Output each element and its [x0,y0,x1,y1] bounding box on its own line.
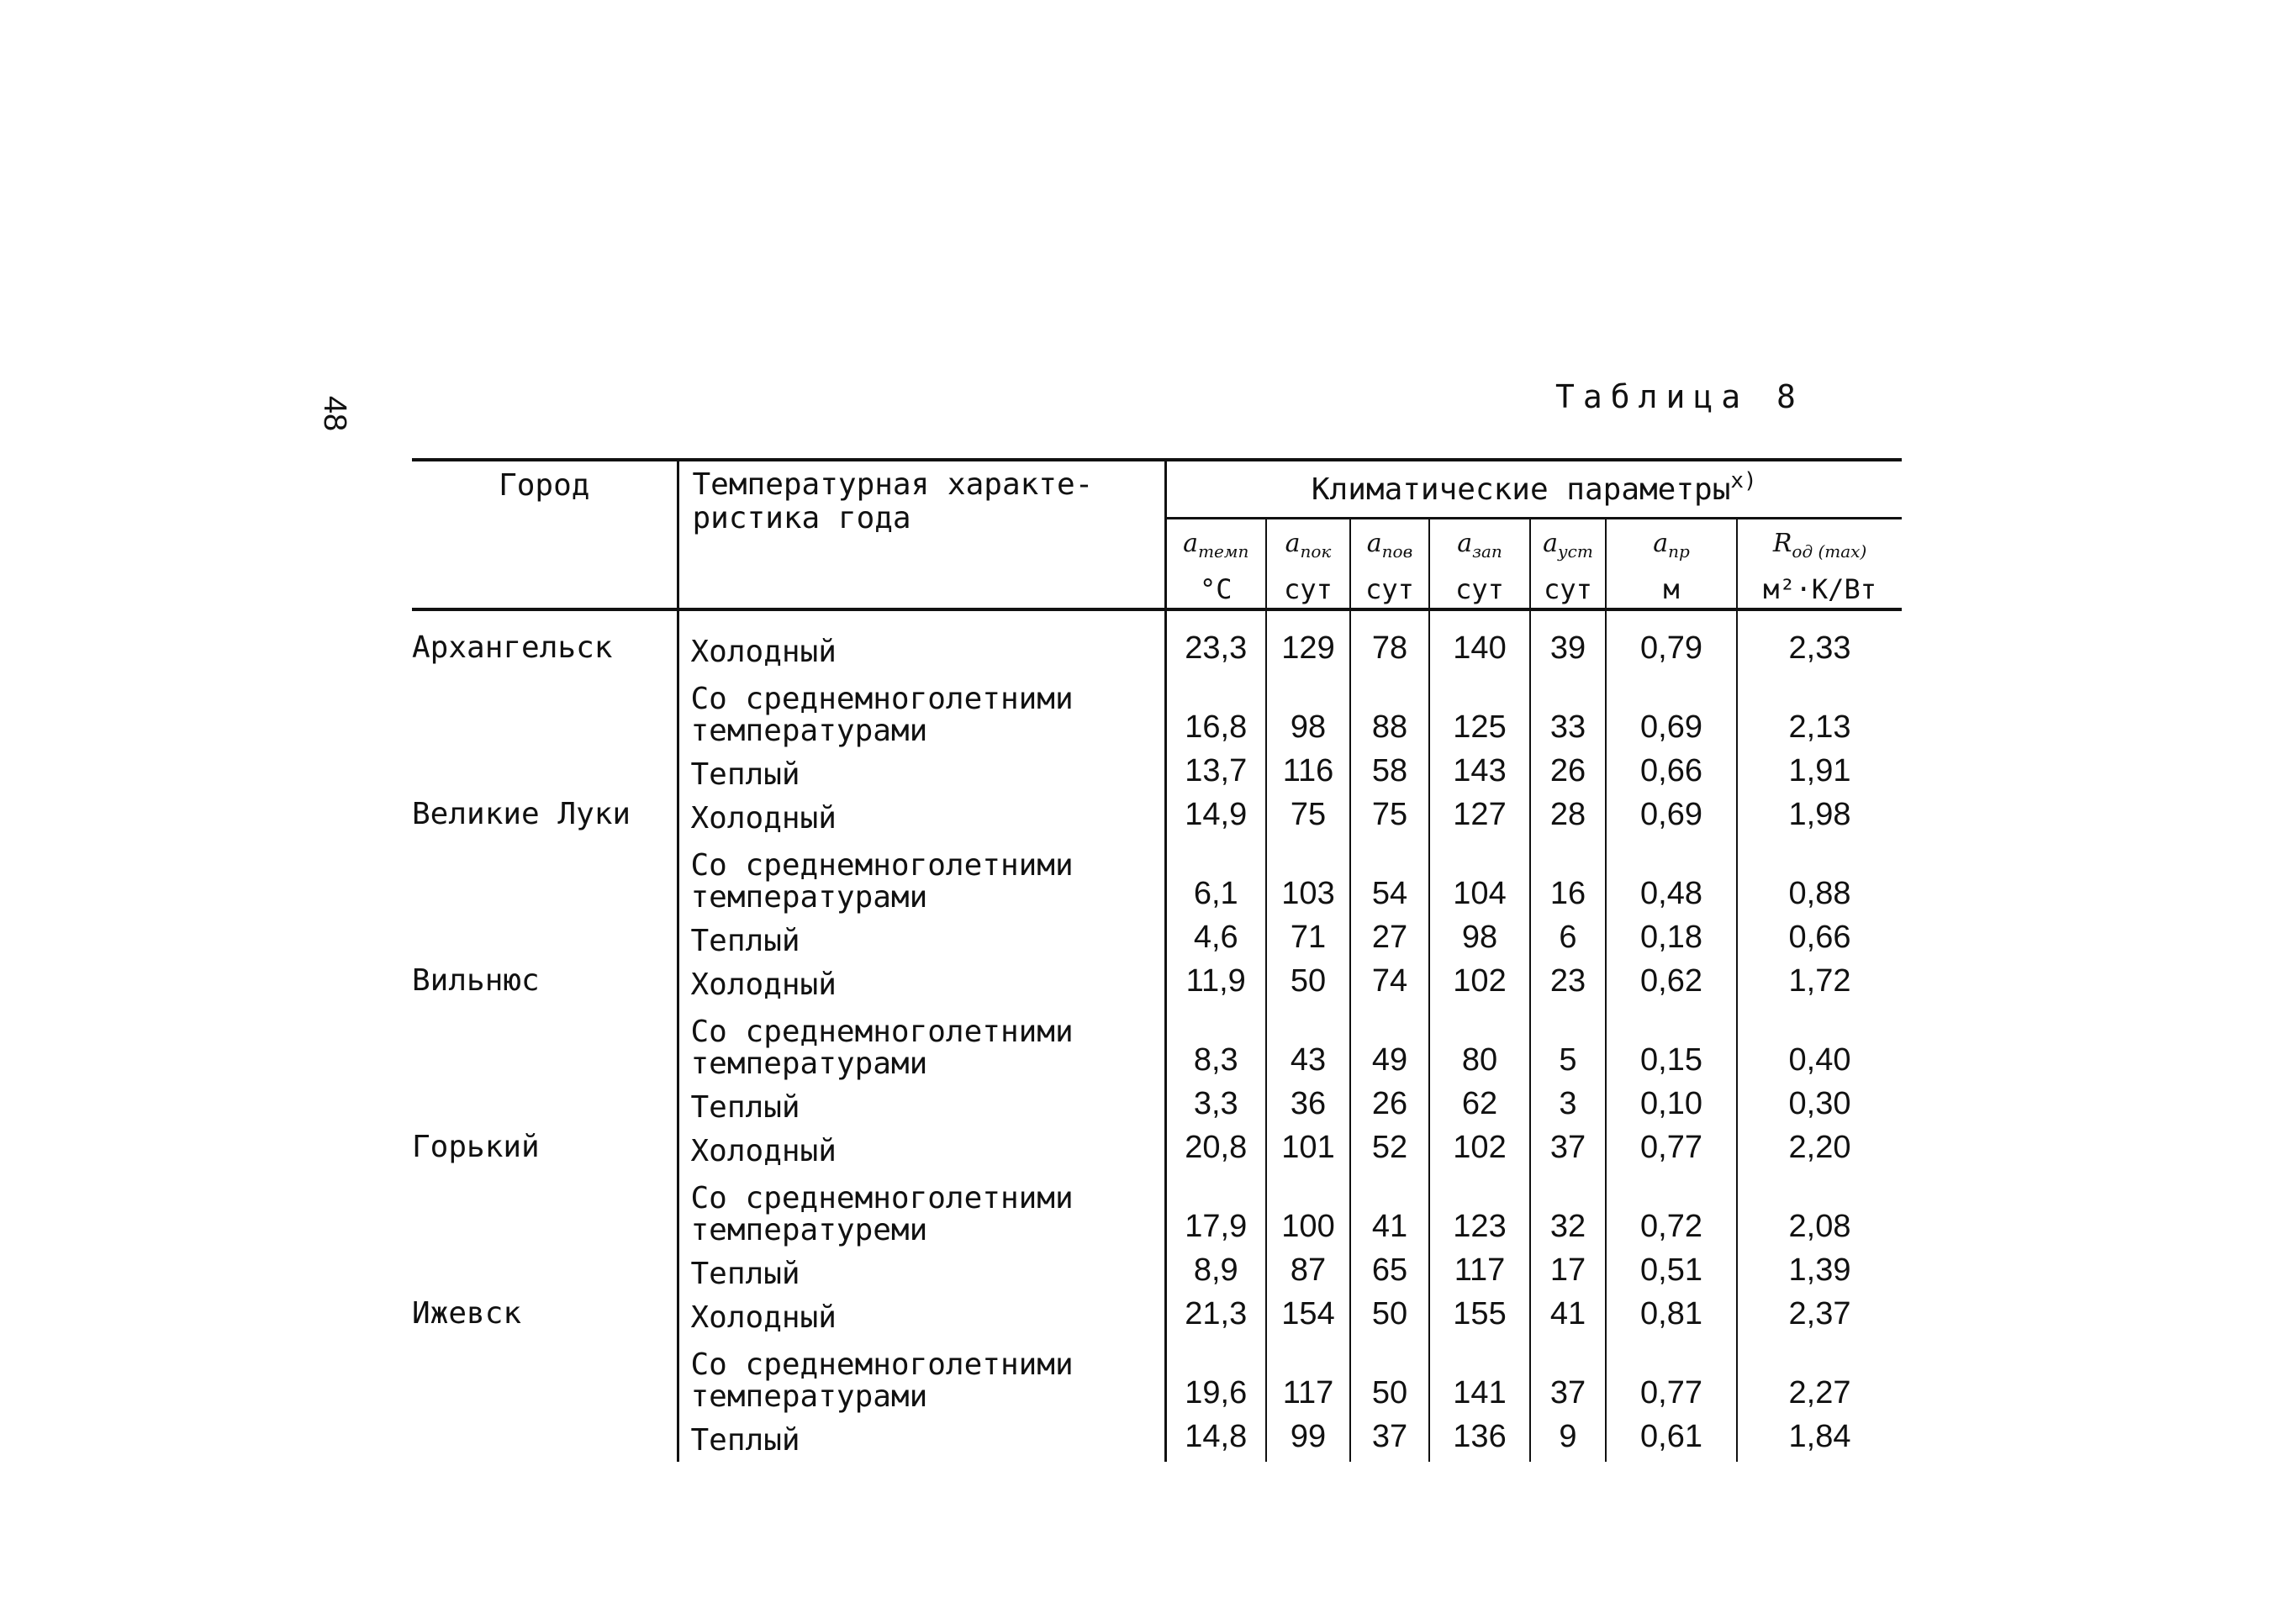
cell-value: 116 [1266,747,1350,791]
table-caption: Таблица 8 [1555,378,1804,415]
cell-value: 6 [1530,914,1606,957]
cell-value: 1,98 [1788,797,1851,832]
cell-value: 5 [1530,1001,1606,1080]
cell-value: 136 [1429,1413,1530,1462]
cell-value: 99 [1266,1413,1350,1462]
param-unit: °C [1199,573,1233,605]
cell-year-type: Теплый [678,1247,1165,1290]
cell-year-type: Со среднемноголетними температурами [678,668,1165,747]
header-param-a-pr [1606,519,1737,610]
table-body [412,609,1902,1462]
cell-value: 71 [1266,914,1350,957]
cell-value: 23,3 [1165,609,1266,668]
header-group-label: Климатические параметры [1311,472,1731,507]
cell-value: 26 [1530,747,1606,791]
cell-value: 19,6 [1165,1334,1266,1413]
table-row [412,1080,1902,1124]
cell-value: 14,9 [1165,791,1266,835]
cell-value: 154 [1266,1290,1350,1334]
cell-city [412,747,678,791]
cell-value: 129 [1266,609,1350,668]
param-symbol: $R_{од (max)}$ [1772,529,1867,562]
table-row [412,791,1902,835]
param-symbol: $a_{уст}$ [1543,529,1593,562]
cell-value: 0,77 [1606,1124,1737,1168]
cell-value: 100 [1266,1168,1350,1247]
cell-value: 127 [1429,791,1530,835]
header-param-a-zap [1429,519,1530,610]
table-row [412,1168,1902,1247]
cell-value: 50 [1350,1290,1429,1334]
cell-value: 37 [1530,1334,1606,1413]
cell-value: 8,3 [1165,1001,1266,1080]
cell-value: 0,62 [1606,957,1737,1001]
cell-city [412,1080,678,1124]
cell-value: 140 [1429,609,1530,668]
cell-value: 87 [1266,1247,1350,1290]
cell-city [412,1413,678,1462]
param-unit: сут [1284,573,1333,605]
cell-value: 1,39 [1788,1252,1851,1288]
cell-value: 0,10 [1606,1080,1737,1124]
cell-value: 2,33 [1788,630,1851,666]
cell-city: Вильнюс [412,957,678,1001]
cell-value: 104 [1429,835,1530,914]
cell-city [412,1247,678,1290]
footnote-mark: x) [1730,468,1757,493]
page-number: 48 [317,395,352,432]
cell-value: 20,8 [1165,1124,1266,1168]
cell-value: 103 [1266,835,1350,914]
cell-value: 62 [1429,1080,1530,1124]
table-row [412,1124,1902,1168]
cell-value: 52 [1350,1124,1429,1168]
cell-value: 0,40 [1788,1042,1851,1078]
cell-value: 41 [1530,1290,1606,1334]
cell-value: 0,66 [1788,920,1851,955]
cell-year-type: Холодный [678,957,1165,1001]
cell-value: 74 [1350,957,1429,1001]
table-row [412,668,1902,747]
cell-value: 117 [1266,1334,1350,1413]
cell-value: 102 [1429,957,1530,1001]
cell-city [412,914,678,957]
cell-value: 0,66 [1606,747,1737,791]
cell-value: 0,69 [1606,668,1737,747]
cell-city: Великие Луки [412,791,678,835]
cell-value: 39 [1530,609,1606,668]
cell-city: Горький [412,1124,678,1168]
table-row [412,1413,1902,1462]
cell-year-type: Со среднемноголетними температурами [678,1001,1165,1080]
cell-value: 3 [1530,1080,1606,1124]
table-row [412,1001,1902,1080]
cell-year-type: Теплый [678,747,1165,791]
cell-value: 3,3 [1165,1080,1266,1124]
cell-city [412,1168,678,1247]
cell-value: 54 [1350,835,1429,914]
cell-value: 37 [1530,1124,1606,1168]
cell-value: 0,81 [1606,1290,1737,1334]
cell-value: 0,88 [1788,876,1851,911]
header-city: Город [412,460,678,609]
cell-year-type: Холодный [678,609,1165,668]
table-row [412,957,1902,1001]
header-param-a-pok [1266,519,1350,610]
cell-year-type: Теплый [678,1413,1165,1462]
table-header [412,460,1902,609]
cell-value: 49 [1350,1001,1429,1080]
param-symbol: $a_{темп}$ [1183,529,1249,562]
cell-year-type: Холодный [678,1290,1165,1334]
cell-city: Ижевск [412,1290,678,1334]
cell-value: 117 [1429,1247,1530,1290]
param-unit: сут [1455,573,1504,605]
cell-value: 58 [1350,747,1429,791]
cell-year-type: Со среднемноголетними температурами [678,835,1165,914]
cell-year-type: Холодный [678,1124,1165,1168]
cell-value: 37 [1350,1413,1429,1462]
cell-value: 1,91 [1788,753,1851,788]
cell-value: 2,20 [1788,1130,1851,1165]
cell-value: 14,8 [1165,1413,1266,1462]
cell-value: 65 [1350,1247,1429,1290]
header-year-type: Температурная характе-ристика года [678,460,1165,609]
cell-value: 98 [1266,668,1350,747]
cell-year-type: Теплый [678,1080,1165,1124]
cell-value: 0,18 [1606,914,1737,957]
cell-value: 75 [1266,791,1350,835]
cell-city [412,835,678,914]
cell-year-type: Холодный [678,791,1165,835]
cell-year-type: Со среднемноголетними температурами [678,1334,1165,1413]
cell-value: 75 [1350,791,1429,835]
param-symbol: $a_{зап}$ [1457,529,1502,562]
header-param-a-pov [1350,519,1429,610]
cell-value: 102 [1429,1124,1530,1168]
cell-value: 155 [1429,1290,1530,1334]
param-unit: м [1663,573,1680,605]
cell-value: 2,37 [1788,1296,1851,1331]
cell-value: 123 [1429,1168,1530,1247]
header-param-a-ust [1530,519,1606,610]
cell-value: 33 [1530,668,1606,747]
table-row [412,914,1902,957]
cell-value: 0,48 [1606,835,1737,914]
cell-value: 26 [1350,1080,1429,1124]
cell-value: 98 [1429,914,1530,957]
cell-value: 1,72 [1788,963,1851,999]
cell-value: 17 [1530,1247,1606,1290]
cell-value: 0,69 [1606,791,1737,835]
cell-value: 101 [1266,1124,1350,1168]
cell-value: 2,13 [1788,709,1851,745]
header-climate-parameters [1165,460,1902,519]
cell-value: 0,61 [1606,1413,1737,1462]
param-unit: сут [1544,573,1592,605]
param-symbol: $a_{пр}$ [1653,529,1690,562]
cell-value: 0,51 [1606,1247,1737,1290]
table-row [412,1247,1902,1290]
cell-value: 43 [1266,1001,1350,1080]
param-unit: сут [1365,573,1414,605]
cell-year-type: Со среднемноголетними температуреми [678,1168,1165,1247]
cell-value: 0,30 [1788,1086,1851,1121]
cell-value: 0,79 [1606,609,1737,668]
cell-value: 17,9 [1165,1168,1266,1247]
cell-value: 50 [1266,957,1350,1001]
cell-value: 2,27 [1788,1375,1851,1410]
cell-value: 21,3 [1165,1290,1266,1334]
cell-value: 13,7 [1165,747,1266,791]
table-row [412,609,1902,668]
table-row [412,747,1902,791]
cell-value: 125 [1429,668,1530,747]
cell-value: 16,8 [1165,668,1266,747]
cell-year-type: Теплый [678,914,1165,957]
cell-value: 32 [1530,1168,1606,1247]
cell-value: 28 [1530,791,1606,835]
cell-city: Архангельск [412,609,678,668]
cell-value: 11,9 [1165,957,1266,1001]
cell-value: 143 [1429,747,1530,791]
cell-value: 0,72 [1606,1168,1737,1247]
cell-value: 80 [1429,1001,1530,1080]
cell-value: 1,84 [1788,1419,1851,1454]
param-unit: м²·К/Вт [1763,573,1876,605]
cell-value: 23 [1530,957,1606,1001]
header-param-r-od-max [1737,519,1902,610]
cell-value: 4,6 [1165,914,1266,957]
cell-value: 16 [1530,835,1606,914]
table-row [412,1334,1902,1413]
cell-value: 78 [1350,609,1429,668]
cell-value: 41 [1350,1168,1429,1247]
cell-value: 27 [1350,914,1429,957]
cell-value: 2,08 [1788,1209,1851,1244]
table-row [412,1290,1902,1334]
cell-value: 88 [1350,668,1429,747]
cell-value: 50 [1350,1334,1429,1413]
param-symbol: $a_{пок}$ [1285,529,1332,562]
header-param-a-temp [1165,519,1266,610]
cell-value: 0,77 [1606,1334,1737,1413]
cell-value: 8,9 [1165,1247,1266,1290]
climate-table [412,458,1902,1462]
cell-value: 6,1 [1165,835,1266,914]
param-symbol: $a_{пов}$ [1366,529,1413,562]
table-row [412,835,1902,914]
cell-value: 36 [1266,1080,1350,1124]
cell-city [412,1334,678,1413]
cell-value: 9 [1530,1413,1606,1462]
cell-city [412,668,678,747]
cell-value: 0,15 [1606,1001,1737,1080]
cell-city [412,1001,678,1080]
cell-value: 141 [1429,1334,1530,1413]
